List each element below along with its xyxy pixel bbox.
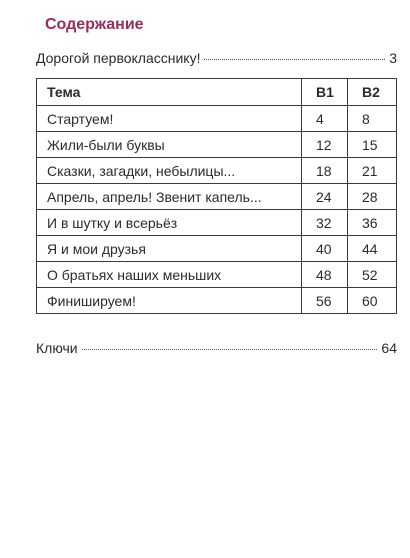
b2-page-cell: 28 — [348, 184, 397, 210]
b1-page-cell: 32 — [302, 210, 348, 236]
b1-page-cell: 18 — [302, 158, 348, 184]
b1-page-cell: 56 — [302, 288, 348, 314]
topic-cell: Я и мои друзья — [37, 236, 302, 262]
b2-page-cell: 44 — [348, 236, 397, 262]
dot-leader — [82, 349, 378, 350]
column-header-topic: Тема — [37, 79, 302, 106]
b2-page-cell: 21 — [348, 158, 397, 184]
topic-cell: Жили-были буквы — [37, 132, 302, 158]
contents-table — [36, 78, 397, 314]
table-row[interactable] — [37, 288, 397, 314]
b2-page-cell: 15 — [348, 132, 397, 158]
b1-page-cell: 4 — [302, 106, 348, 132]
b1-page-cell: 48 — [302, 262, 348, 288]
b2-page-cell: 8 — [348, 106, 397, 132]
toc-entry-page: 3 — [389, 50, 397, 66]
table-row[interactable] — [37, 158, 397, 184]
b1-page-cell: 12 — [302, 132, 348, 158]
b1-page-cell: 40 — [302, 236, 348, 262]
toc-entry-intro[interactable] — [36, 50, 397, 66]
table-header-row — [37, 79, 397, 106]
toc-entry-page: 64 — [381, 340, 397, 356]
b2-page-cell: 52 — [348, 262, 397, 288]
b1-page-cell: 24 — [302, 184, 348, 210]
column-header-b2: В2 — [348, 79, 397, 106]
topic-cell: И в шутку и всерьёз — [37, 210, 302, 236]
toc-entry-label: Ключи — [36, 340, 78, 356]
table-row[interactable] — [37, 236, 397, 262]
toc-entry-keys[interactable] — [36, 340, 397, 356]
b2-page-cell: 36 — [348, 210, 397, 236]
topic-cell: Сказки, загадки, небылицы... — [37, 158, 302, 184]
b2-page-cell: 60 — [348, 288, 397, 314]
dot-leader — [204, 59, 385, 60]
table-row[interactable] — [37, 132, 397, 158]
topic-cell: Апрель, апрель! Звенит капель... — [37, 184, 302, 210]
column-header-b1: В1 — [302, 79, 348, 106]
table-row[interactable] — [37, 262, 397, 288]
toc-entry-label: Дорогой первокласснику! — [36, 50, 201, 66]
page-title: Содержание — [45, 16, 144, 33]
topic-cell: Финишируем! — [37, 288, 302, 314]
table-row[interactable] — [37, 184, 397, 210]
topic-cell: Стартуем! — [37, 106, 302, 132]
table-row[interactable] — [37, 106, 397, 132]
table-row[interactable] — [37, 210, 397, 236]
topic-cell: О братьях наших меньших — [37, 262, 302, 288]
